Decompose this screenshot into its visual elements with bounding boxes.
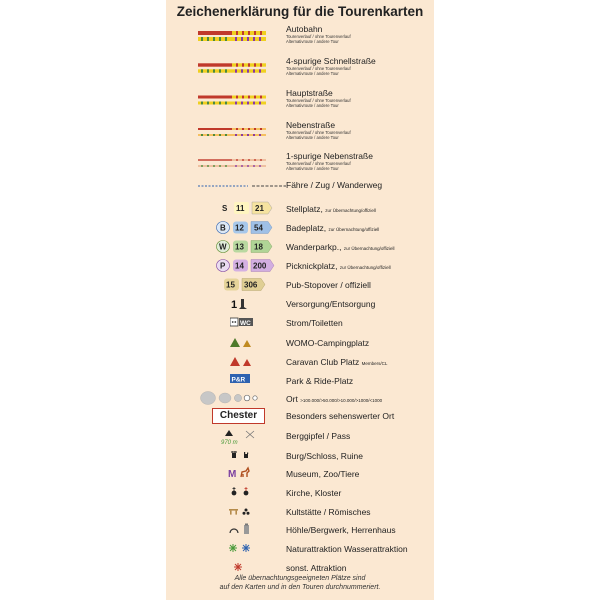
footnote-line-1: Alle übernachtungsgeeigneten Plätze sind bbox=[234, 575, 366, 582]
natur-label: Naturattraktion Wasserattraktion bbox=[286, 544, 408, 554]
svg-text:306: 306 bbox=[244, 280, 258, 290]
versorgung-label: Versorgung/Entsorgung bbox=[286, 299, 376, 309]
road-sub-2: Alternativroute / andere Tour bbox=[286, 71, 339, 76]
svg-text:P: P bbox=[220, 261, 226, 271]
road-sub-1: Tourenverlauf / ohne Tourenverlauf bbox=[286, 98, 351, 103]
road-line-icon bbox=[198, 26, 298, 48]
hoehle-label: Höhle/Bergwerk, Herrenhaus bbox=[286, 525, 396, 535]
badeplatz-label: Badeplatz, zur Übernachtung/offiziell bbox=[286, 223, 380, 233]
road-name: 4-spurige Schnellstraße bbox=[286, 56, 376, 66]
road-sub-2: Alternativroute / andere Tour bbox=[286, 39, 339, 44]
park-ride-badge: P&R bbox=[231, 376, 246, 384]
svg-text:21: 21 bbox=[255, 204, 264, 213]
legend-sheet bbox=[166, 0, 434, 600]
road-sub-2: Alternativroute / andere Tour bbox=[286, 166, 339, 171]
road-name: 1-spurige Nebenstraße bbox=[286, 151, 373, 161]
kult-label: Kultstätte / Römisches bbox=[286, 507, 371, 517]
road-line-icon bbox=[198, 122, 298, 144]
ferry-line-icon bbox=[198, 184, 298, 188]
footnote-line-2: auf den Karten und in den Touren durchnummeriert. bbox=[219, 584, 381, 591]
road-name: Autobahn bbox=[286, 24, 323, 34]
mountain-height: 970 m bbox=[221, 440, 238, 446]
road-sub-1: Tourenverlauf / ohne Tourenverlauf bbox=[286, 66, 351, 71]
road-name: Hauptstraße bbox=[286, 88, 333, 98]
ort-label: Ort >100.000/>50.000/>10.000/>1000/<1000 bbox=[286, 394, 383, 404]
svg-text:14: 14 bbox=[235, 261, 244, 271]
svg-text:WC: WC bbox=[240, 320, 251, 327]
road-sub-1: Tourenverlauf / ohne Tourenverlauf bbox=[286, 130, 351, 135]
svg-text:W: W bbox=[219, 242, 227, 252]
museum-label: Museum, Zoo/Tiere bbox=[286, 469, 360, 479]
wanderparkp-label: Wanderparkp., zur Übernachtung/offiziell bbox=[286, 242, 395, 252]
ferry-label: Fähre / Zug / Wanderweg bbox=[286, 180, 383, 190]
road-name: Nebenstraße bbox=[286, 120, 336, 130]
road-line-icon bbox=[198, 90, 298, 112]
sonst-label: sonst. Attraktion bbox=[286, 563, 347, 573]
page-title: Zeichenerklärung für die Tourenkarten bbox=[176, 4, 424, 19]
svg-text:54: 54 bbox=[254, 223, 263, 233]
road-line-icon bbox=[198, 153, 298, 175]
svg-text:11: 11 bbox=[236, 204, 245, 213]
sight-label: Besonders sehenswerter Ort bbox=[286, 411, 395, 421]
road-sub-1: Tourenverlauf / ohne Tourenverlauf bbox=[286, 161, 351, 166]
pub-label: Pub-Stopover / offiziell bbox=[286, 280, 371, 290]
womo-label: WOMO-Campingplatz bbox=[286, 338, 370, 348]
road-label bbox=[286, 56, 376, 76]
road-label bbox=[286, 88, 351, 108]
svg-text:200: 200 bbox=[253, 261, 267, 271]
road-label bbox=[286, 120, 351, 140]
ort-size-icon bbox=[200, 390, 300, 406]
berggipfel-label: Berggipfel / Pass bbox=[286, 431, 351, 441]
museum-letter: M bbox=[228, 469, 237, 480]
sight-town-box: Chester bbox=[212, 408, 265, 424]
svg-text:15: 15 bbox=[226, 280, 235, 290]
svg-text:12: 12 bbox=[235, 223, 244, 233]
road-line-icon bbox=[198, 58, 298, 80]
parkride-label: Park & Ride-Platz bbox=[286, 376, 354, 386]
kirche-label: Kirche, Kloster bbox=[286, 488, 342, 498]
svg-text:18: 18 bbox=[254, 242, 263, 252]
stellplatz-badge-s: S bbox=[222, 204, 228, 213]
strom-label: Strom/Toiletten bbox=[286, 318, 343, 328]
svg-text:1: 1 bbox=[231, 299, 238, 311]
road-sub-2: Alternativroute / andere Tour bbox=[286, 135, 339, 140]
picknickplatz-label: Picknickplatz, zur Übernachtung/offiziell bbox=[286, 261, 391, 271]
road-label bbox=[286, 24, 351, 44]
road-sub-1: Tourenverlauf / ohne Tourenverlauf bbox=[286, 34, 351, 39]
road-sub-2: Alternativroute / andere Tour bbox=[286, 103, 339, 108]
stellplatz-label: Stellplatz, zur Übernachtung/offiziell bbox=[286, 204, 376, 214]
caravan-label: Caravan Club Platz Members/CL bbox=[286, 357, 388, 367]
footnote bbox=[166, 574, 434, 592]
road-label bbox=[286, 151, 373, 171]
svg-text:13: 13 bbox=[235, 242, 244, 252]
svg-text:B: B bbox=[220, 223, 226, 233]
burg-label: Burg/Schloss, Ruine bbox=[286, 451, 364, 461]
